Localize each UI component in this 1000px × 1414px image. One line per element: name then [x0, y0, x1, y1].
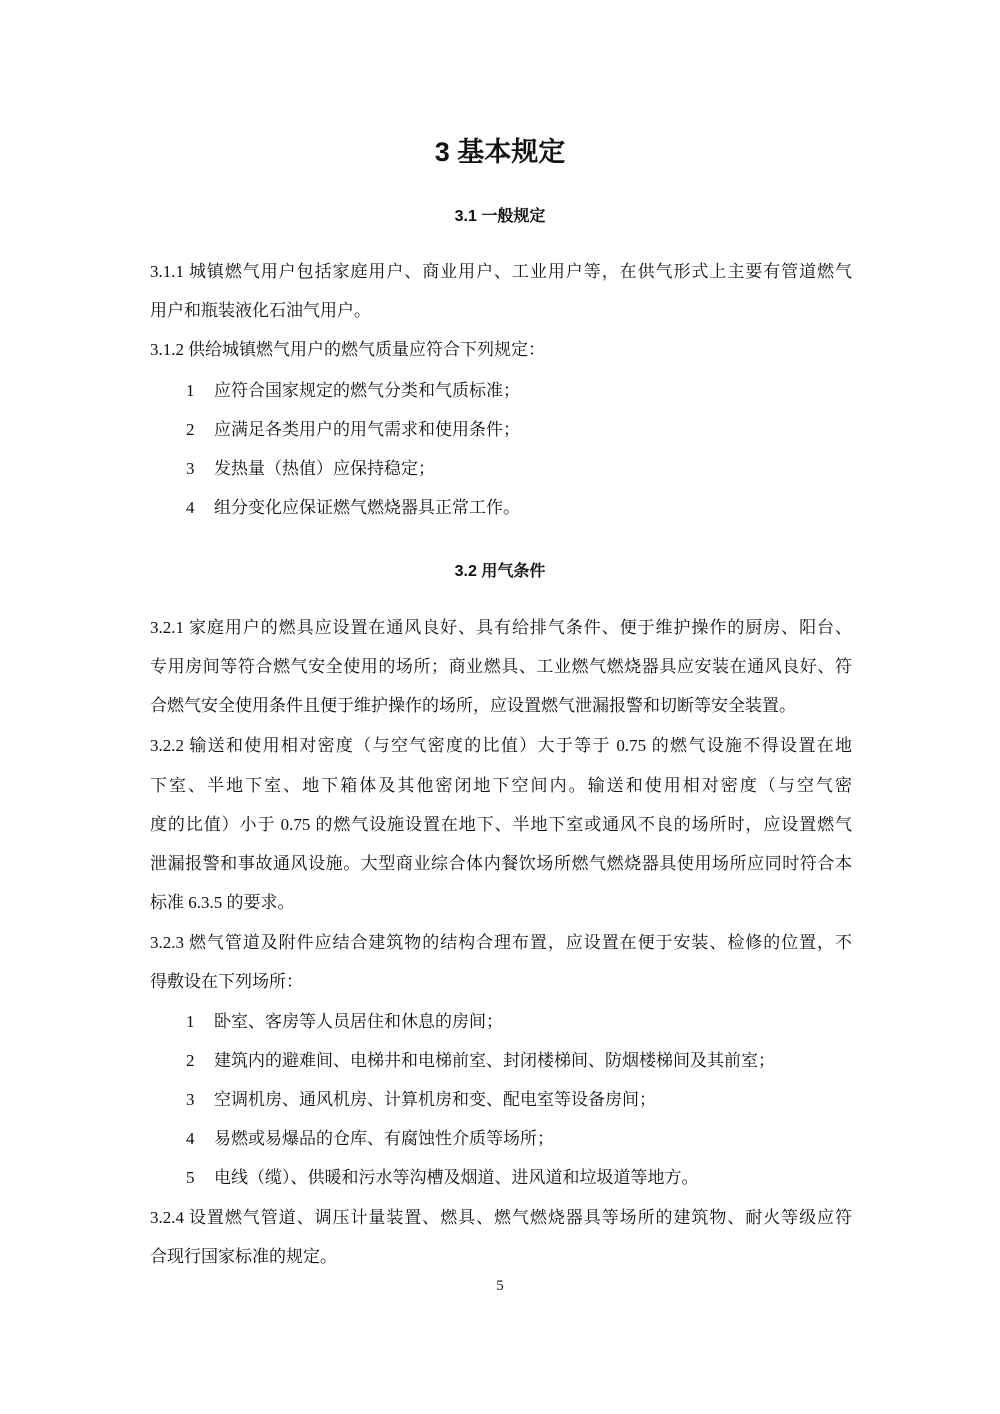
item-text: 应满足各类用户的用气需求和使用条件； — [214, 420, 520, 439]
page-number: 5 — [496, 1278, 504, 1294]
chapter-title: 3 基本规定 — [434, 137, 566, 167]
clause-3-1-1-line — [150, 261, 852, 283]
list-item — [186, 1089, 656, 1111]
item-number: 3 — [186, 1090, 195, 1109]
item-number: 3 — [186, 459, 195, 478]
clause-number: 3.2.4 — [150, 1208, 184, 1227]
item-number: 1 — [186, 381, 195, 400]
clause-number: 3.1.1 — [150, 262, 184, 281]
clause-text: 供给城镇燃气用户的燃气质量应符合下列规定： — [188, 340, 545, 359]
clause-3-2-1-line: 合燃气安全使用条件且便于维护操作的场所，应设置燃气泄漏报警和切断等安全装置。 — [150, 696, 796, 715]
clause-3-2-1-line: 专用房间等符合燃气安全使用的场所；商业燃具、工业燃气燃烧器具应安装在通风良好、符 — [150, 657, 852, 676]
clause-3-1-1-line: 用户和瓶装液化石油气用户。 — [150, 301, 371, 320]
clause-3-2-1-line — [150, 617, 852, 639]
item-text: 易燃或易爆品的仓库、有腐蚀性介质等场所； — [214, 1129, 554, 1148]
list-item — [186, 1050, 775, 1072]
item-number: 5 — [186, 1168, 195, 1187]
item-number: 2 — [186, 1051, 195, 1070]
clause-number: 3.1.2 — [150, 340, 184, 359]
clause-3-1-2-line — [150, 339, 852, 361]
clause-number: 3.2.2 — [150, 736, 184, 755]
clause-3-2-2-line: 下室、半地下室、地下箱体及其他密闭地下空间内。输送和使用相对密度（与空气密 — [150, 776, 852, 795]
item-text: 发热量（热值）应保持稳定； — [214, 459, 435, 478]
section-heading-3-1: 3.1 一般规定 — [454, 208, 546, 225]
clause-3-2-3-line — [150, 932, 852, 954]
clause-number: 3.2.1 — [150, 618, 184, 637]
item-number: 2 — [186, 420, 195, 439]
list-item — [186, 458, 435, 480]
clause-3-2-2-line: 标准 6.3.5 的要求。 — [150, 893, 295, 912]
item-text: 空调机房、通风机房、计算机房和变、配电室等设备房间； — [214, 1090, 656, 1109]
clause-3-2-3-line: 得敷设在下列场所： — [150, 972, 303, 991]
clause-3-2-4-line — [150, 1207, 852, 1229]
item-text: 建筑内的避难间、电梯井和电梯前室、封闭楼梯间、防烟楼梯间及其前室； — [214, 1051, 775, 1070]
list-item — [186, 419, 520, 441]
item-number: 1 — [186, 1012, 195, 1031]
item-number: 4 — [186, 498, 195, 517]
section-heading-3-2: 3.2 用气条件 — [454, 563, 546, 580]
clause-text: 城镇燃气用户包括家庭用户、商业用户、工业用户等，在供气形式上主要有管道燃气 — [188, 262, 852, 281]
item-text: 应符合国家规定的燃气分类和气质标准； — [214, 381, 520, 400]
clause-3-2-4-line: 合现行国家标准的规定。 — [150, 1247, 337, 1266]
clause-number: 3.2.3 — [150, 933, 184, 952]
list-item — [186, 380, 520, 402]
list-item — [186, 1011, 503, 1033]
clause-3-2-2-line: 泄漏报警和事故通风设施。大型商业综合体内餐饮场所燃气燃烧器具使用场所应同时符合本 — [150, 854, 852, 873]
list-item — [186, 497, 520, 519]
clause-text: 燃气管道及附件应结合建筑物的结构合理布置，应设置在便于安装、检修的位置，不 — [188, 933, 852, 952]
item-number: 4 — [186, 1129, 195, 1148]
item-text: 组分变化应保证燃气燃烧器具正常工作。 — [214, 498, 520, 517]
list-item — [186, 1128, 554, 1150]
item-text: 卧室、客房等人员居住和休息的房间； — [214, 1012, 503, 1031]
clause-text: 设置燃气管道、调压计量装置、燃具、燃气燃烧器具等场所的建筑物、耐火等级应符 — [188, 1208, 852, 1227]
clause-3-2-2-line — [150, 735, 852, 757]
clause-text: 输送和使用相对密度（与空气密度的比值）大于等于 0.75 的燃气设施不得设置在地 — [188, 736, 852, 755]
item-text: 电线（缆）、供暖和污水等沟槽及烟道、进风道和垃圾道等地方。 — [214, 1168, 699, 1187]
clause-3-2-2-line: 度的比值）小于 0.75 的燃气设施设置在地下、半地下室或通风不良的场所时，应设置燃气 — [150, 815, 852, 834]
list-item — [186, 1167, 699, 1189]
clause-text: 家庭用户的燃具应设置在通风良好、具有给排气条件、便于维护操作的厨房、阳台、 — [188, 618, 852, 637]
